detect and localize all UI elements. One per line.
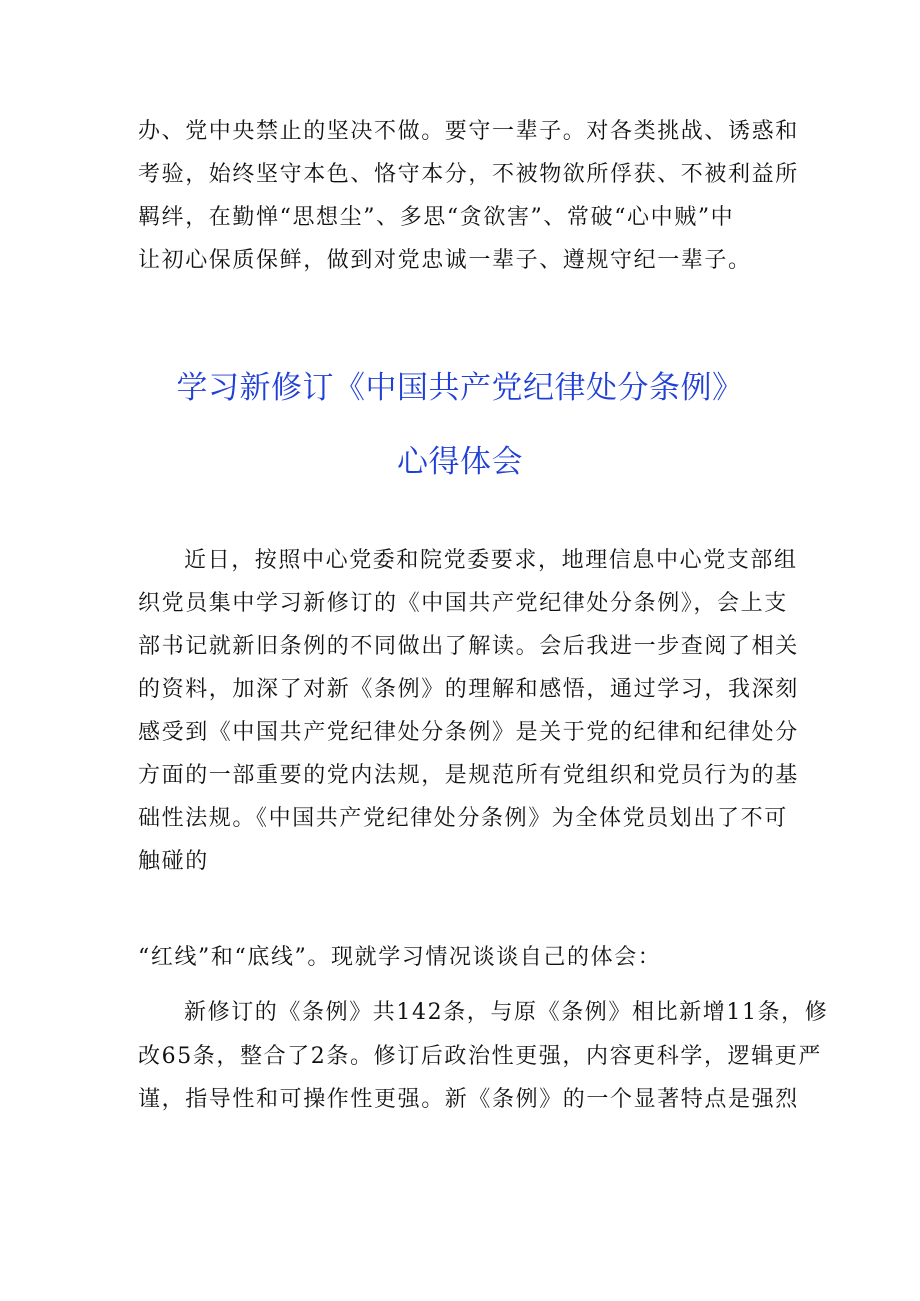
body-p3-line-1: 新修订的《条例》共142条，与原《条例》相比新增11条，修 [184,1000,829,1025]
body-p1-line-2: 织党员集中学习新修订的《中国共产党纪律处分条例》，会上支 [138,591,788,616]
body-p1-line-8: 触碰的 [138,849,209,874]
article-title-line-1: 学习新修订《中国共产党纪律处分条例》 [176,370,744,406]
intro-line-3: 羁绊，在勤惮“思想尘”、多思“贪欲害”、常破“心中贼”中 [138,205,735,230]
body-p1-line-7: 础性法规。《中国共产党纪律处分条例》为全体党员划出了不可 [138,806,788,831]
body-p1-line-6: 方面的一部重要的党内法规，是规范所有党组织和党员行为的基 [138,763,799,788]
article-title-line-2: 心得体会 [397,444,523,480]
body-p2-line-1: “红线”和“底线”。现就学习情况谈谈自己的体会： [138,945,662,970]
intro-line-4: 让初心保质保鲜，做到对党忠诚一辈子、遵规守纪一辈子。 [138,248,752,273]
body-p1-line-4: 的资料，加深了对新《条例》的理解和感悟，通过学习，我深刻 [138,677,799,702]
intro-line-2: 考验，始终坚守本色、恪守本分，不被物欲所俘获、不被利益所 [138,162,799,187]
body-p1-line-5: 感受到《中国共产党纪律处分条例》是关于党的纪律和纪律处分 [138,720,799,745]
body-p1-line-3: 部书记就新旧条例的不同做出了解读。会后我进一步查阅了相关 [138,634,799,659]
body-p3-line-3: 谨，指导性和可操作性更强。新《条例》的一个显著特点是强烈 [138,1087,799,1112]
body-p1-line-1: 近日，按照中心党委和院党委要求，地理信息中心党支部组 [184,548,798,573]
body-p3-line-2: 改65条，整合了2条。修订后政治性更强，内容更科学，逻辑更严 [138,1044,822,1069]
intro-line-1: 办、党中央禁止的坚决不做。要守一辈子。对各类挑战、诱惑和 [138,119,799,144]
